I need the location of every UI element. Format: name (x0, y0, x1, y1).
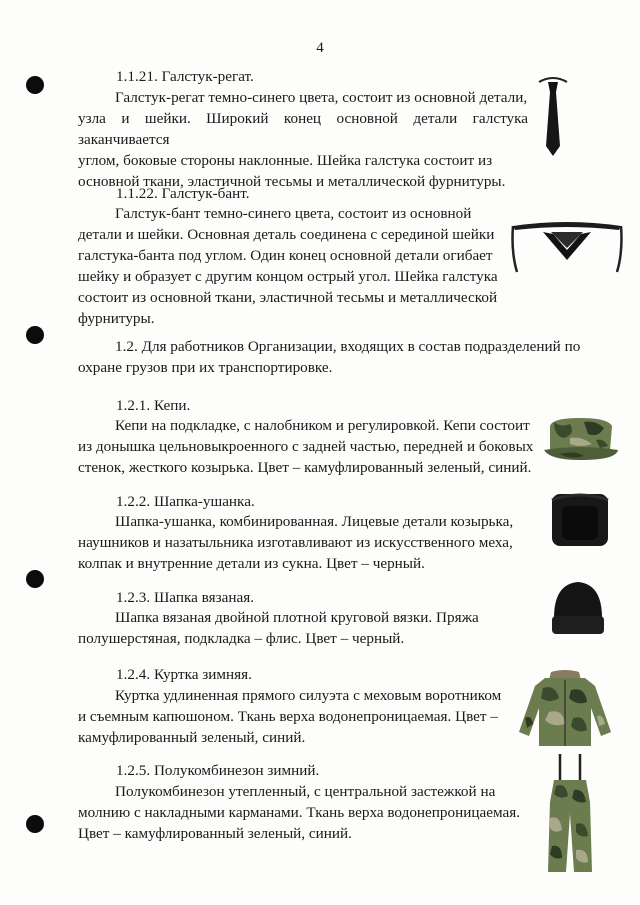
punch-hole (26, 570, 44, 588)
section-heading: 1.1.22. Галстук-бант. (116, 185, 250, 202)
punch-hole (26, 326, 44, 344)
cap-image (540, 414, 620, 466)
text-line: стенок, жесткого козырька. Цвет – камуфлированный зеленый, синий. (78, 459, 532, 476)
text-line: Кепи на подкладке, с налобником и регулировкой. Кепи состоит (115, 417, 530, 434)
text-line: Куртка удлиненная прямого силуэта с меховым воротником (115, 687, 502, 704)
text-line: колпак и внутренние детали из сукна. Цвет – черный. (78, 555, 425, 572)
tie-bow-image (507, 212, 627, 276)
text-line: Шапка вязаная двойной плотной круговой вязки. Пряжа (115, 609, 479, 626)
section-heading: 1.1.21. Галстук-регат. (116, 68, 254, 85)
text-line: Галстук-регат темно-синего цвета, состоит из основной детали, (115, 89, 528, 106)
text-line: из донышка цельновыкроенного с задней частью, передней и боковых (78, 438, 534, 455)
page-number: 4 (316, 40, 324, 56)
text-line: Галстук-бант темно-синего цвета, состоит из основной (115, 205, 472, 222)
text-line: 1.2. Для работников Организации, входящих в состав подразделений по (115, 338, 581, 355)
section-heading: 1.2.4. Куртка зимняя. (116, 666, 252, 683)
text-line: состоит из основной ткани, эластичной тесьмы и металлической (78, 289, 498, 306)
text-line: углом, боковые стороны наклонные. Шейка галстука состоит из (78, 152, 493, 169)
winter-jacket-image (515, 668, 615, 748)
text-line: Шапка-ушанка, комбинированная. Лицевые детали козырька, (115, 513, 514, 530)
text-line: шейку и образует с другим концом острый угол. Шейка галстука (78, 268, 498, 285)
text-line: охране грузов при их транспортировке. (78, 359, 333, 376)
section-body (78, 203, 498, 329)
winter-overalls-image (540, 752, 600, 878)
text-line: и съемным капюшоном. Ткань верха водонепроницаемая. Цвет – (78, 708, 498, 725)
text-line: детали и шейки. Основная деталь соединена с серединой шейки (78, 226, 495, 243)
section-heading: 1.2.3. Шапка вязаная. (116, 589, 254, 606)
section-body (78, 87, 528, 192)
section-body (78, 781, 536, 844)
section-body (78, 685, 504, 748)
text-line: наушников и назатыльника изготавливают из искусственного меха, (78, 534, 513, 551)
section-body (78, 511, 530, 574)
text-line: молнию с накладными карманами. Ткань верха водонепроницаемая. (78, 804, 520, 821)
text-line: основной ткани, эластичной тесьмы и металлической фурнитуры. (78, 173, 506, 190)
section-intro (78, 336, 584, 378)
section-heading: 1.2.1. Кепи. (116, 397, 191, 414)
text-line: полушерстяная, подкладка – флис. Цвет – черный. (78, 630, 405, 647)
text-line: узла и шейки. Широкий конец основной детали галстука заканчивается (78, 110, 528, 148)
punch-hole (26, 76, 44, 94)
tie-regat-image (535, 72, 571, 160)
text-line: галстука-банта под углом. Один конец основной детали огибает (78, 247, 493, 264)
section-heading: 1.2.2. Шапка-ушанка. (116, 493, 255, 510)
knit-hat-image (548, 578, 608, 638)
text-line: Цвет – камуфлированный зеленый, синий. (78, 825, 352, 842)
text-line: камуфлированный зеленый, синий. (78, 729, 306, 746)
punch-hole (26, 815, 44, 833)
section-heading: 1.2.5. Полукомбинезон зимний. (116, 762, 320, 779)
text-line: Полукомбинезон утепленный, с центральной застежкой на (115, 783, 496, 800)
section-body (78, 607, 542, 649)
text-line: фурнитуры. (78, 310, 155, 327)
ushanka-image (548, 490, 612, 550)
section-body (78, 415, 538, 478)
